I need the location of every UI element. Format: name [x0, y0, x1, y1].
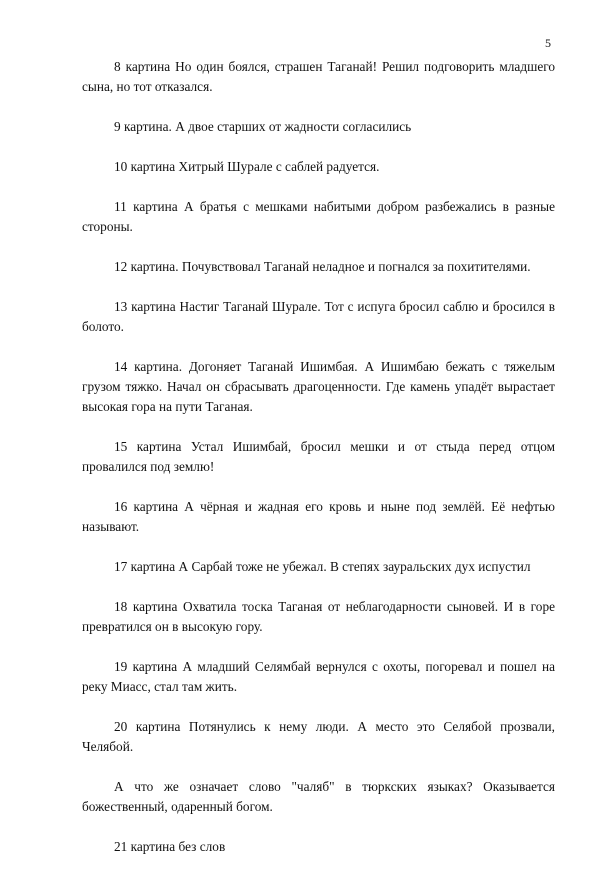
paragraph: 20 картина Потянулись к нему люди. А место это Селябой прозвали, Челябой.: [82, 719, 555, 754]
paragraph: А что же означает слово "чаляб" в тюркских языках? Оказывается божественный, одаренный богом.: [82, 779, 555, 814]
page-body: [82, 57, 555, 877]
paragraph: 11 картина А братья с мешками набитыми добром разбежались в разные стороны.: [82, 199, 555, 234]
paragraph: 8 картина Но один боялся, страшен Таганай! Решил подговорить младшего сына, но тот отказался.: [82, 59, 555, 94]
paragraph: 13 картина Настиг Таганай Шурале. Тот с испуга бросил саблю и бросился в болото.: [82, 299, 555, 334]
paragraph: 12 картина. Почувствовал Таганай неладное и погнался за похитителями.: [114, 259, 531, 274]
paragraph: 10 картина Хитрый Шурале с саблей радуется.: [114, 159, 380, 174]
paragraph: 17 картина А Сарбай тоже не убежал. В степях зауральских дух испустил: [114, 559, 531, 574]
page-number: 5: [545, 36, 551, 50]
paragraph: 18 картина Охватила тоска Таганая от неблагодарности сыновей. И в горе превратился он в высокую гору.: [82, 599, 555, 634]
paragraph: 15 картина Устал Ишимбай, бросил мешки и от стыда перед отцом провалился под землю!: [82, 439, 555, 474]
paragraph: 9 картина. А двое старших от жадности согласились: [114, 119, 412, 134]
paragraph: 21 картина без слов: [114, 839, 226, 854]
paragraph: 19 картина А младший Селямбай вернулся с охоты, погоревал и пошел на реку Миасс, стал там жить.: [82, 659, 555, 694]
paragraph: 16 картина А чёрная и жадная его кровь и ныне под землёй. Её нефтью называют.: [82, 499, 555, 534]
paragraph: 14 картина. Догоняет Таганай Ишимбая. А Ишимбаю бежать с тяжелым грузом тяжко. Начал он сбрасывать драгоценности. Где камень упадёт вырастает высокая гора на пути Таганая.: [82, 359, 555, 414]
